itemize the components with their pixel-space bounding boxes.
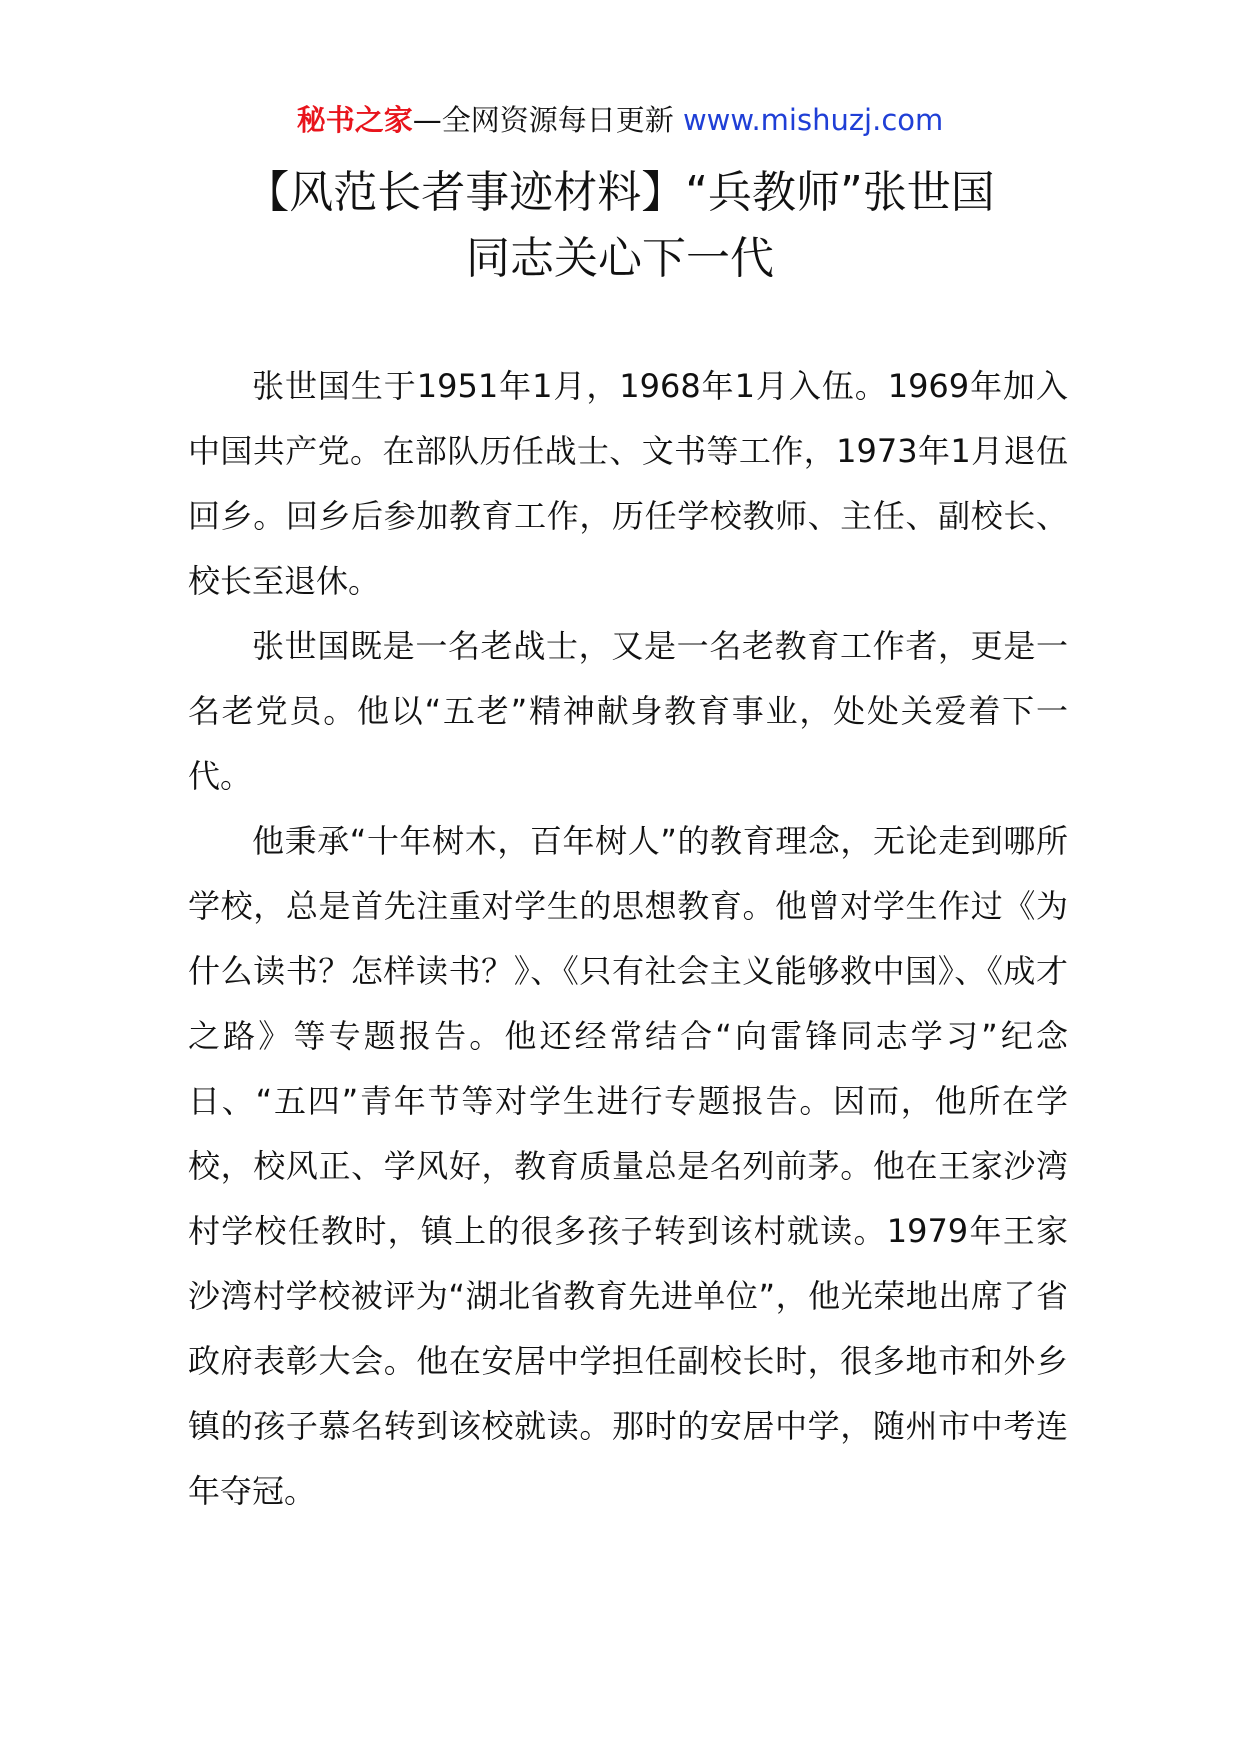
paragraph-3: 他秉承“十年树木，百年树人”的教育理念，无论走到哪所学校，总是首先注重对学生的思想教育。他曾对学生作过《为什么读书？怎样读书？》、《只有社会主义能够救中国》、《成才之路》等专题报告。他还经常结合“向雷锋同志学习”纪念日、“五四”青年节等对学生进行专题报告。因而，他所在学校，校风正、学风好，教育质量总是名列前茅。他在王家沙湾村学校任教时，镇上的很多孩子转到该村就读。1979年王家沙湾村学校被评为“湖北省教育先进单位”，他光荣地出席了省政府表彰大会。他在安居中学担任副校长时，很多地市和外乡镇的孩子慕名转到该校就读。那时的安居中学，随州市中考连年夺冠。 (188, 822, 1068, 1510)
site-url-link[interactable]: www.mishuzj.com (682, 103, 944, 137)
site-header (0, 100, 1240, 140)
paragraph-2: 张世国既是一名老战士，又是一名老教育工作者，更是一名老党员。他以“五老”精神献身教育事业，处处关爱着下一代。 (188, 627, 1068, 795)
site-brand: 秘书之家 (296, 103, 413, 137)
paragraph-1: 张世国生于1951年1月，1968年1月入伍。1969年加入中国共产党。在部队历任战士、文书等工作，1973年1月退伍回乡。回乡后参加教育工作，历任学校教师、主任、副校长、校长至退休。 (188, 367, 1068, 600)
site-slogan: —全网资源每日更新 (412, 103, 683, 137)
document-title-line-2: 同志关心下一代 (466, 233, 774, 284)
document-body (188, 354, 1068, 1524)
document-title (150, 160, 1090, 292)
document-title-line-1: 【风范长者事迹材料】“兵教师”张世国 (245, 167, 995, 218)
